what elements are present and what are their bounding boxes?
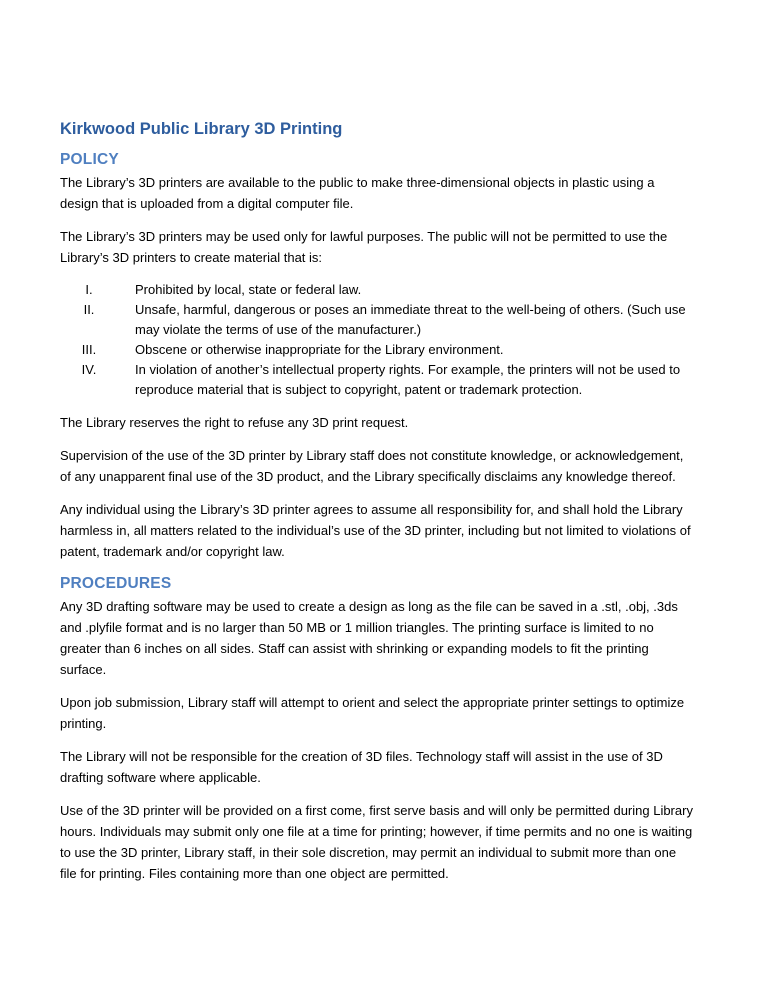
policy-paragraph-5: Any individual using the Library’s 3D printer agrees to assume all responsibility for, and shall hold the Library harmless in, all matters related to the individual’s use of the 3D printer, including but not limited to violations of patent, trademark and/or copyright law. xyxy=(60,502,691,559)
policy-paragraph-3: The Library reserves the right to refuse any 3D print request. xyxy=(60,415,409,430)
procedures-paragraph-1: Any 3D drafting software may be used to create a design as long as the file can be saved in a .stl, .obj, .3ds and .plyfile format and is no larger than 50 MB or 1 million triangles. The printing surface is limited to no greater than 6 inches on all sides. Staff can assist with shrinking or expanding models to fit the printing surface. xyxy=(60,599,678,677)
policy-paragraph-4: Supervision of the use of the 3D printer by Library staff does not constitute knowledge, or acknowledgement, of any unapparent final use of the 3D product, and the Library specifically disclaims any knowledge thereof. xyxy=(60,448,684,484)
prohibited-uses-list xyxy=(60,280,696,400)
list-item xyxy=(60,340,696,360)
list-item xyxy=(60,360,696,400)
list-numeral: I. xyxy=(85,282,93,297)
list-item-text: Obscene or otherwise inappropriate for the Library environment. xyxy=(135,342,504,357)
procedures-paragraph-4: Use of the 3D printer will be provided on a first come, first serve basis and will only be permitted during Library hours. Individuals may submit only one file at a time for printing; however, if time permits and no one is waiting to use the 3D printer, Library staff, in their sole discretion, may permit an individual to submit more than one file for printing. Files containing more than one object are permitted. xyxy=(60,803,693,881)
procedures-paragraph-3: The Library will not be responsible for the creation of 3D files. Technology staff will assist in the use of 3D drafting software where applicable. xyxy=(60,749,663,785)
policy-heading: POLICY xyxy=(60,151,119,168)
list-item xyxy=(60,280,696,300)
list-numeral: II. xyxy=(83,302,95,317)
policy-paragraph-2: The Library’s 3D printers may be used only for lawful purposes. The public will not be permitted to use the Library’s 3D printers to create material that is: xyxy=(60,229,668,265)
policy-paragraph-1: The Library’s 3D printers are available to the public to make three-dimensional objects in plastic using a design that is uploaded from a digital computer file. xyxy=(60,175,655,211)
document-title: Kirkwood Public Library 3D Printing xyxy=(60,120,343,138)
list-numeral: IV. xyxy=(81,362,97,377)
list-item-text: Prohibited by local, state or federal law. xyxy=(135,282,362,297)
list-item xyxy=(60,300,696,340)
list-numeral: III. xyxy=(81,342,97,357)
list-item-text: In violation of another’s intellectual property rights. For example, the printers will not be used to reproduce material that is subject to copyright, patent or trademark protection. xyxy=(135,362,681,397)
list-item-text: Unsafe, harmful, dangerous or poses an immediate threat to the well-being of others. (Such use may violate the terms of use of the manufacturer.) xyxy=(135,302,686,337)
procedures-paragraph-2: Upon job submission, Library staff will attempt to orient and select the appropriate printer settings to optimize printing. xyxy=(60,695,685,731)
procedures-heading: PROCEDURES xyxy=(60,575,172,592)
